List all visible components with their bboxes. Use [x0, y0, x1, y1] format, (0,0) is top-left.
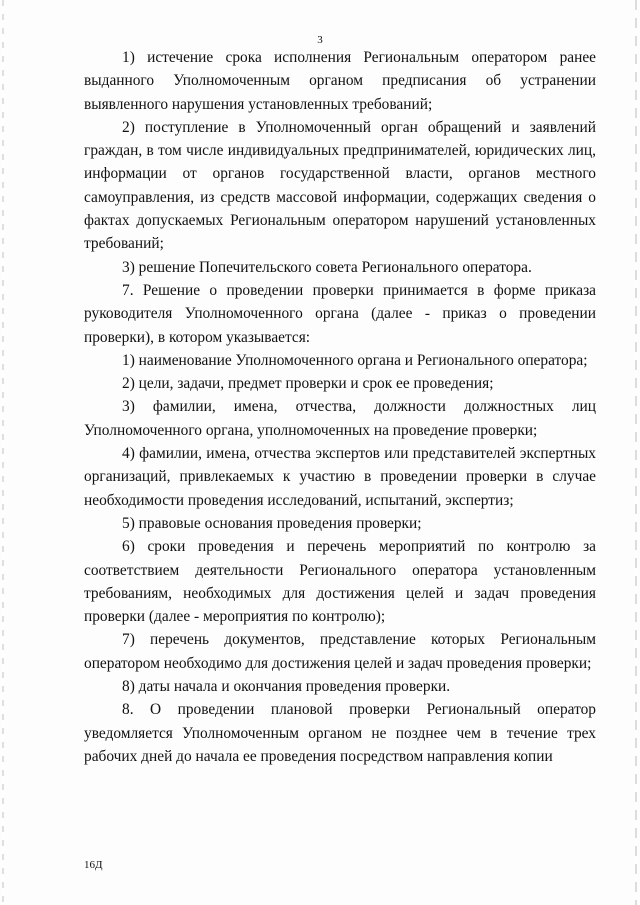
paragraph-clause-7: 7. Решение о проведении проверки принимается в форме приказа руководителя Уполномоченного органа (далее - приказ о проведении проверки), в котором указывается:	[84, 281, 596, 346]
paragraph-item-2: 2) поступление в Уполномоченный орган обращений и заявлений граждан, в том числе индивидуальных предпринимателей, юридических лиц, информации от органов государственной власти, органов местного самоуправления, из средств массовой информации, содержащих сведения о фактах допускаемых Региональным оператором нарушений установленных требований;	[84, 118, 596, 253]
paragraph-clause-7-item-4: 4) фамилии, имена, отчества экспертов или представителей экспертных организаций, привлекаемых к участию в проведении проверки в случае необходимости проведения исследований, испытаний, экспертиз;	[84, 445, 596, 509]
scan-edge-right	[635, 0, 637, 905]
page-number: 3	[317, 34, 323, 46]
paragraph-clause-7-item-2: 2) цели, задачи, предмет проверки и срок ее проведения;	[122, 375, 494, 393]
paragraph-item-3: 3) решение Попечительского совета Регионального оператора.	[122, 258, 532, 276]
paragraph-item-1: 1) истечение срока исполнения Региональным оператором ранее выданного Уполномоченным органом предписания об устранении выявленного нарушения установленных требований;	[84, 49, 596, 113]
paragraph-clause-7-item-8: 8) даты начала и окончания проведения проверки.	[122, 678, 451, 696]
scan-edge-left	[2, 0, 4, 905]
paragraph-clause-7-item-7: 7) перечень документов, представление которых Региональным оператором необходимо для достижения целей и задач проведения проверки;	[84, 631, 596, 672]
document-body	[84, 46, 596, 768]
paragraph-clause-8: 8. О проведении плановой проверки Региональный оператор уведомляется Уполномоченным органом не позднее чем в течение трех рабочих дней до начала ее проведения посредством направления копии	[84, 701, 596, 765]
paragraph-clause-7-item-6: 6) сроки проведения и перечень мероприятий по контролю за соответствием деятельности Регионального оператора установленным требованиям, необходимых для достижения целей и задач проведения проверки (далее - мероприятия по контролю);	[84, 538, 596, 626]
paragraph-clause-7-item-5: 5) правовые основания проведения проверки;	[122, 514, 422, 532]
paragraph-clause-7-item-1: 1) наименование Уполномоченного органа и Регионального оператора;	[122, 351, 588, 369]
footer-document-code: 16Д	[84, 859, 103, 871]
paragraph-clause-7-item-3: 3) фамилии, имена, отчества, должности должностных лиц Уполномоченного органа, уполномоченных на проведение проверки;	[84, 398, 596, 439]
